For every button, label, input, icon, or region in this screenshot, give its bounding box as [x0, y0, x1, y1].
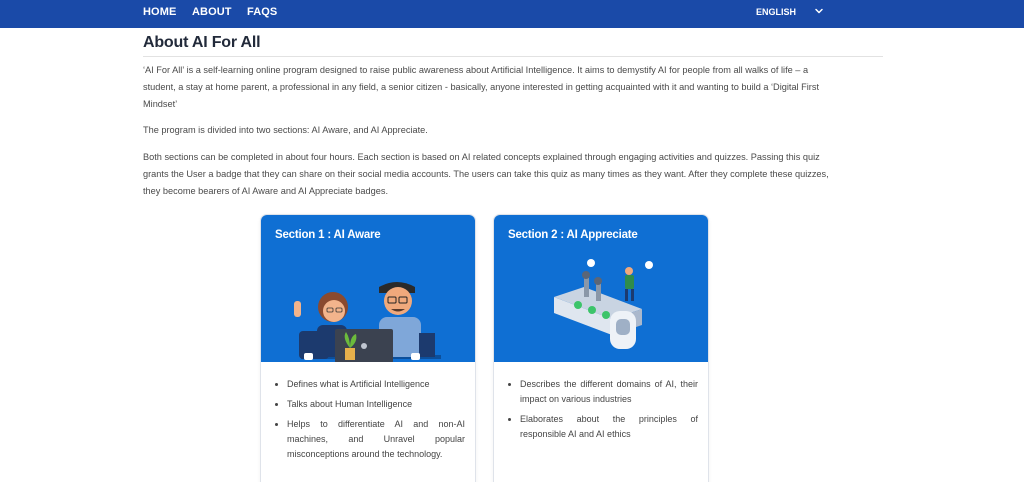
card-bullet-list: [287, 377, 465, 467]
nav-about-link[interactable]: ABOUT: [192, 6, 232, 18]
intro-paragraph: ‘AI For All’ is a self-learning online program designed to raise public awareness about Artificial Intelligence. It aims to demystify AI for people from all walks of life – a student, a stay at home parent, a professional in any field, a senior citizen - basically, anyone interested in getting acquainted with it and wanting to build a ‘Digital First Mindset’: [143, 65, 820, 109]
list-item: • Describes the different domains of AI, their impact on various industries: [520, 377, 698, 407]
card-bullet-list: [520, 377, 698, 447]
card-header: [261, 215, 475, 362]
card-header: [494, 215, 708, 362]
section-card-ai-appreciate[interactable]: [493, 214, 709, 482]
title-divider: [143, 56, 883, 57]
sections-paragraph: The program is divided into two sections: AI Aware, and AI Appreciate.: [143, 125, 428, 135]
list-item: • Helps to differentiate AI and non-AI machines, and Unravel popular misconceptions around the technology.: [287, 417, 465, 462]
chevron-down-icon[interactable]: [814, 6, 824, 16]
nav-faqs-link[interactable]: FAQS: [247, 6, 278, 18]
details-paragraph: Both sections can be completed in about four hours. Each section is based on AI related concepts explained through engaging activities and quizzes. Passing this quiz grants the User a badge that they can share on their social media accounts. The users can take this quiz as many times as they want. After they complete these quizzes, they become bearers of AI Aware and AI Appreciate badges.: [143, 152, 829, 196]
factory-robot-conveyor-illustration: [494, 253, 709, 362]
page-title: About AI For All: [143, 34, 261, 51]
language-selector[interactable]: ENGLISH: [756, 7, 797, 17]
section-card-ai-aware[interactable]: [260, 214, 476, 482]
nav-home-link[interactable]: HOME: [143, 6, 177, 18]
list-item: • Talks about Human Intelligence: [287, 397, 465, 412]
two-people-at-laptop-illustration: [261, 253, 476, 362]
list-item: • Defines what is Artificial Intelligence: [287, 377, 465, 392]
card-title: Section 1 : AI Aware: [275, 229, 381, 241]
card-title: Section 2 : AI Appreciate: [508, 229, 638, 241]
top-navbar: [0, 0, 1024, 28]
list-item: • Elaborates about the principles of responsible AI and AI ethics: [520, 412, 698, 442]
